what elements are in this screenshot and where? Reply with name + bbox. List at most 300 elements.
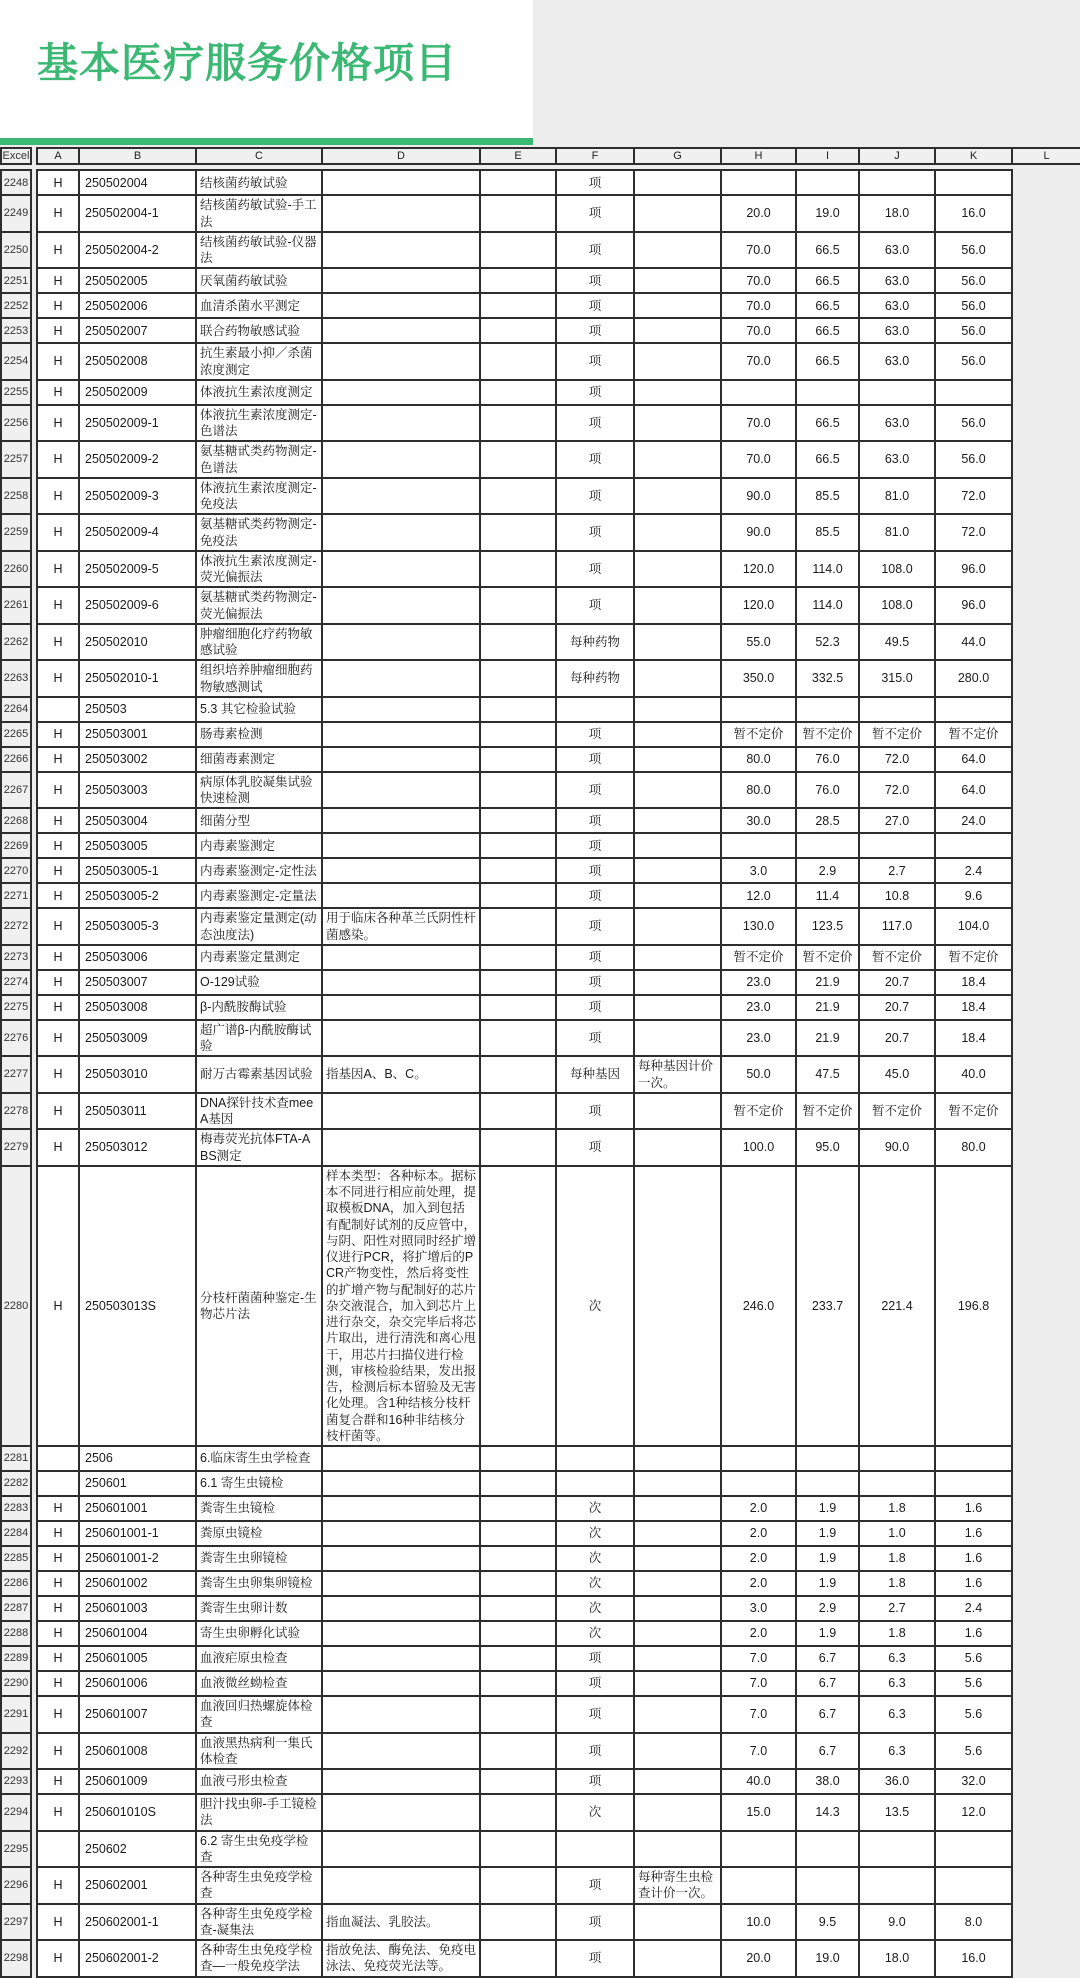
title-panel [0, 0, 533, 138]
column-header-a: A [37, 148, 79, 164]
cell-note [634, 722, 721, 747]
cell-description [322, 478, 480, 515]
cell-grade: H [37, 833, 79, 858]
cell-unit: 项 [556, 833, 634, 858]
cell-l [1012, 1093, 1080, 1130]
cell-price-i: 暂不定价 [796, 1093, 859, 1130]
cell-name: 内毒素鉴测定 [196, 833, 322, 858]
cell-price-h: 80.0 [721, 747, 796, 772]
column-header-g: G [634, 148, 721, 164]
cell-note [634, 380, 721, 405]
cell-l [1012, 1940, 1080, 1977]
cell-price-i: 暂不定价 [796, 945, 859, 970]
cell-description [322, 232, 480, 269]
cell-price-k: 16.0 [935, 195, 1012, 232]
cell-grade: H [37, 1093, 79, 1130]
cell-l [1012, 1596, 1080, 1621]
cell-note [634, 1831, 721, 1868]
cell-note [634, 232, 721, 269]
cell-note [634, 1696, 721, 1733]
cell-grade: H [37, 1769, 79, 1794]
cell-name: 5.3 其它检验试验 [196, 697, 322, 722]
cell-l [1012, 1471, 1080, 1496]
row-number: 2280 [1, 1166, 31, 1446]
cell-note [634, 697, 721, 722]
cell-description [322, 970, 480, 995]
cell-l [1012, 405, 1080, 442]
cell-price-k: 暂不定价 [935, 945, 1012, 970]
cell-price-k: 5.6 [935, 1646, 1012, 1671]
row-number: 2279 [1, 1129, 31, 1166]
cell-e [480, 1904, 556, 1941]
cell-description [322, 318, 480, 343]
cell-price-j: 暂不定价 [859, 945, 935, 970]
cell-grade: H [37, 1696, 79, 1733]
cell-unit: 项 [556, 587, 634, 624]
cell-l [1012, 1671, 1080, 1696]
cell-unit: 项 [556, 808, 634, 833]
cell-price-h: 120.0 [721, 551, 796, 588]
cell-price-j [859, 697, 935, 722]
cell-name: 内毒素鉴测定-定量法 [196, 883, 322, 908]
cell-name: 6.1 寄生虫镜检 [196, 1471, 322, 1496]
cell-l [1012, 945, 1080, 970]
cell-name: 厌氧菌药敏试验 [196, 268, 322, 293]
row-number: 2293 [1, 1769, 31, 1794]
cell-name: 肿瘤细胞化疗药物敏感试验 [196, 624, 322, 661]
cell-description [322, 1769, 480, 1794]
cell-price-k: 64.0 [935, 747, 1012, 772]
cell-name: 粪寄生虫镜检 [196, 1496, 322, 1521]
cell-description [322, 945, 480, 970]
cell-note [634, 883, 721, 908]
table-row [1, 1496, 1080, 1521]
cell-price-i [796, 1471, 859, 1496]
table-row [1, 1546, 1080, 1571]
cell-l [1012, 1521, 1080, 1546]
cell-unit [556, 1446, 634, 1471]
cell-grade: H [37, 380, 79, 405]
cell-grade: H [37, 1496, 79, 1521]
cell-price-j [859, 1831, 935, 1868]
cell-l [1012, 1496, 1080, 1521]
cell-price-j: 1.8 [859, 1571, 935, 1596]
cell-grade: H [37, 1546, 79, 1571]
cell-price-j: 1.8 [859, 1546, 935, 1571]
table-row [1, 624, 1080, 661]
row-number: 2262 [1, 624, 31, 661]
cell-code: 250502009-3 [79, 478, 196, 515]
cell-price-h: 70.0 [721, 405, 796, 442]
cell-price-h [721, 1446, 796, 1471]
row-number: 2253 [1, 318, 31, 343]
cell-code: 250502009-2 [79, 441, 196, 478]
cell-price-j: 63.0 [859, 232, 935, 269]
cell-name: 各种寄生虫免疫学检查—一般免疫学法 [196, 1940, 322, 1977]
cell-l [1012, 551, 1080, 588]
cell-grade: H [37, 1129, 79, 1166]
cell-e [480, 908, 556, 945]
table-row [1, 293, 1080, 318]
cell-grade: H [37, 1571, 79, 1596]
cell-description [322, 1471, 480, 1496]
cell-grade: H [37, 1056, 79, 1093]
cell-name: 内毒素鉴定量测定(动态浊度法) [196, 908, 322, 945]
cell-e [480, 1093, 556, 1130]
cell-e [480, 1571, 556, 1596]
row-number: 2295 [1, 1831, 31, 1868]
table-row [1, 1471, 1080, 1496]
cell-price-h: 20.0 [721, 1940, 796, 1977]
cell-code: 250503003 [79, 772, 196, 809]
table-row [1, 1733, 1080, 1770]
table-row [1, 833, 1080, 858]
cell-note [634, 772, 721, 809]
cell-price-h: 暂不定价 [721, 1093, 796, 1130]
cell-e [480, 551, 556, 588]
cell-grade: H [37, 624, 79, 661]
cell-name: 胆汁找虫卵-手工镜检法 [196, 1794, 322, 1831]
cell-code: 250502007 [79, 318, 196, 343]
cell-code: 250601001 [79, 1496, 196, 1521]
cell-e [480, 587, 556, 624]
cell-price-k [935, 380, 1012, 405]
cell-e [480, 970, 556, 995]
cell-note [634, 1129, 721, 1166]
cell-price-i: 9.5 [796, 1904, 859, 1941]
cell-description [322, 343, 480, 380]
cell-description [322, 1696, 480, 1733]
cell-name: 病原体乳胶凝集试验快速检测 [196, 772, 322, 809]
row-number: 2298 [1, 1940, 31, 1977]
row-number: 2265 [1, 722, 31, 747]
cell-description [322, 1521, 480, 1546]
cell-note [634, 1671, 721, 1696]
cell-price-j: 45.0 [859, 1056, 935, 1093]
table-row [1, 970, 1080, 995]
cell-unit: 项 [556, 478, 634, 515]
row-number: 2261 [1, 587, 31, 624]
cell-e [480, 1940, 556, 1977]
cell-price-i [796, 833, 859, 858]
cell-name: 粪寄生虫卵计数 [196, 1596, 322, 1621]
cell-e [480, 945, 556, 970]
row-number: 2268 [1, 808, 31, 833]
row-number: 2259 [1, 514, 31, 551]
cell-price-i: 6.7 [796, 1696, 859, 1733]
cell-e [480, 833, 556, 858]
cell-unit: 项 [556, 195, 634, 232]
cell-unit: 项 [556, 1733, 634, 1770]
cell-note [634, 1020, 721, 1057]
cell-price-k: 24.0 [935, 808, 1012, 833]
cell-unit: 项 [556, 343, 634, 380]
cell-price-h: 3.0 [721, 1596, 796, 1621]
cell-unit: 项 [556, 441, 634, 478]
cell-name: 血液回归热螺旋体检查 [196, 1696, 322, 1733]
cell-price-j: 81.0 [859, 478, 935, 515]
cell-note [634, 1794, 721, 1831]
cell-description [322, 1733, 480, 1770]
cell-price-h: 55.0 [721, 624, 796, 661]
cell-price-k: 56.0 [935, 318, 1012, 343]
cell-description [322, 722, 480, 747]
cell-code: 250503013S [79, 1166, 196, 1446]
cell-l [1012, 970, 1080, 995]
cell-price-j: 1.8 [859, 1621, 935, 1646]
cell-price-h: 20.0 [721, 195, 796, 232]
column-header-i: I [796, 148, 859, 164]
cell-grade: H [37, 514, 79, 551]
cell-price-k: 5.6 [935, 1671, 1012, 1696]
cell-price-k: 8.0 [935, 1904, 1012, 1941]
cell-unit: 项 [556, 858, 634, 883]
cell-price-k [935, 697, 1012, 722]
cell-price-k: 56.0 [935, 441, 1012, 478]
table-row [1, 908, 1080, 945]
cell-unit: 次 [556, 1571, 634, 1596]
cell-price-j: 81.0 [859, 514, 935, 551]
cell-price-k: 72.0 [935, 478, 1012, 515]
cell-name: 氨基糖甙类药物测定-色谱法 [196, 441, 322, 478]
cell-l [1012, 697, 1080, 722]
cell-price-k: 104.0 [935, 908, 1012, 945]
cell-e [480, 747, 556, 772]
cell-price-h: 40.0 [721, 1769, 796, 1794]
cell-unit: 项 [556, 293, 634, 318]
cell-description: 样本类型：各种标本。据标本不同进行相应前处理，提取模板DNA，加入到包括有配制好试剂的反应管中，与阴、阳性对照同时经扩增仪进行PCR，将扩增后的PCR产物变性，然后将变性的扩增产物与配制好的芯片杂交液混合，加入到芯片上进行杂交，杂交完毕后将芯片取出，进行清洗和离心甩干，用芯片扫描仪进行检测，审核检验结果，发出报告，检测后标本留验及无害化处理。含1种结核分枝杆菌复合群和16种非结核分枝杆菌等。 [322, 1166, 480, 1446]
cell-e [480, 232, 556, 269]
cell-price-k: 32.0 [935, 1769, 1012, 1794]
cell-description [322, 697, 480, 722]
cell-name: 结核菌药敏试验-仪器法 [196, 232, 322, 269]
cell-l [1012, 293, 1080, 318]
cell-price-j: 6.3 [859, 1696, 935, 1733]
table-row [1, 380, 1080, 405]
cell-grade: H [37, 883, 79, 908]
table-row [1, 808, 1080, 833]
cell-code: 250503012 [79, 1129, 196, 1166]
cell-description [322, 858, 480, 883]
cell-e [480, 883, 556, 908]
table-row [1, 268, 1080, 293]
cell-price-i: 66.5 [796, 232, 859, 269]
cell-price-j: 20.7 [859, 1020, 935, 1057]
row-number: 2276 [1, 1020, 31, 1057]
cell-unit: 项 [556, 722, 634, 747]
cell-price-j [859, 380, 935, 405]
cell-name: 血液弓形虫检查 [196, 1769, 322, 1794]
cell-price-k: 56.0 [935, 343, 1012, 380]
table-row [1, 660, 1080, 697]
cell-e [480, 808, 556, 833]
cell-price-j: 63.0 [859, 268, 935, 293]
cell-price-k: 96.0 [935, 587, 1012, 624]
cell-price-i: 6.7 [796, 1733, 859, 1770]
cell-name: 结核菌药敏试验-手工法 [196, 195, 322, 232]
cell-name: 6.2 寄生虫免疫学检查 [196, 1831, 322, 1868]
cell-grade: H [37, 1940, 79, 1977]
cell-price-k: 72.0 [935, 514, 1012, 551]
cell-price-h: 50.0 [721, 1056, 796, 1093]
cell-e [480, 1867, 556, 1904]
cell-description [322, 514, 480, 551]
cell-code: 250503005-1 [79, 858, 196, 883]
cell-price-i: 2.9 [796, 1596, 859, 1621]
cell-price-i: 21.9 [796, 1020, 859, 1057]
table-row [1, 1671, 1080, 1696]
cell-grade: H [37, 1794, 79, 1831]
cell-note [634, 293, 721, 318]
cell-code: 250601002 [79, 1571, 196, 1596]
cell-price-h: 2.0 [721, 1496, 796, 1521]
row-number: 2258 [1, 478, 31, 515]
cell-l [1012, 772, 1080, 809]
cell-l [1012, 1733, 1080, 1770]
cell-note [634, 858, 721, 883]
cell-unit: 项 [556, 1129, 634, 1166]
cell-note [634, 1166, 721, 1446]
cell-note [634, 660, 721, 697]
cell-price-i: 52.3 [796, 624, 859, 661]
cell-name: 粪原虫镜检 [196, 1521, 322, 1546]
cell-price-i: 66.5 [796, 343, 859, 380]
column-header-d: D [322, 148, 480, 164]
cell-price-h [721, 1867, 796, 1904]
row-number: 2275 [1, 995, 31, 1020]
cell-name: 粪寄生虫卵镜检 [196, 1546, 322, 1571]
cell-price-h: 2.0 [721, 1546, 796, 1571]
cell-e [480, 170, 556, 195]
cell-code: 250502005 [79, 268, 196, 293]
row-number: 2271 [1, 883, 31, 908]
cell-price-k [935, 1471, 1012, 1496]
column-header-e: E [480, 148, 556, 164]
cell-price-h: 7.0 [721, 1696, 796, 1733]
price-table [0, 147, 1080, 1978]
cell-price-h: 70.0 [721, 318, 796, 343]
cell-e [480, 1733, 556, 1770]
cell-note [634, 1496, 721, 1521]
cell-grade: H [37, 268, 79, 293]
cell-unit: 项 [556, 1904, 634, 1941]
cell-code: 250601005 [79, 1646, 196, 1671]
cell-price-h [721, 1831, 796, 1868]
cell-price-j: 63.0 [859, 293, 935, 318]
cell-e [480, 624, 556, 661]
cell-name: 6.临床寄生虫学检查 [196, 1446, 322, 1471]
cell-price-j: 63.0 [859, 318, 935, 343]
cell-description [322, 1571, 480, 1596]
row-number: 2294 [1, 1794, 31, 1831]
cell-price-k: 1.6 [935, 1571, 1012, 1596]
row-number: 2252 [1, 293, 31, 318]
cell-price-i: 1.9 [796, 1571, 859, 1596]
cell-price-k: 280.0 [935, 660, 1012, 697]
cell-l [1012, 1546, 1080, 1571]
cell-price-i: 6.7 [796, 1671, 859, 1696]
cell-note [634, 343, 721, 380]
cell-grade: H [37, 747, 79, 772]
cell-price-h: 90.0 [721, 478, 796, 515]
cell-grade: H [37, 1904, 79, 1941]
cell-price-k: 9.6 [935, 883, 1012, 908]
cell-price-i: 2.9 [796, 858, 859, 883]
row-number: 2249 [1, 195, 31, 232]
cell-code: 250503002 [79, 747, 196, 772]
cell-l [1012, 380, 1080, 405]
cell-price-i: 21.9 [796, 995, 859, 1020]
cell-price-k [935, 1446, 1012, 1471]
cell-unit: 项 [556, 747, 634, 772]
cell-l [1012, 833, 1080, 858]
cell-price-j: 2.7 [859, 1596, 935, 1621]
row-number: 2273 [1, 945, 31, 970]
table-row [1, 587, 1080, 624]
cell-price-h [721, 697, 796, 722]
cell-price-h: 2.0 [721, 1521, 796, 1546]
cell-unit: 项 [556, 1769, 634, 1794]
cell-l [1012, 1696, 1080, 1733]
cell-price-h: 7.0 [721, 1646, 796, 1671]
cell-name: 细菌分型 [196, 808, 322, 833]
cell-price-j: 1.0 [859, 1521, 935, 1546]
cell-description [322, 268, 480, 293]
cell-price-k: 18.4 [935, 995, 1012, 1020]
cell-name: 肠毒素检测 [196, 722, 322, 747]
cell-code: 250502008 [79, 343, 196, 380]
cell-name: β-内酰胺酶试验 [196, 995, 322, 1020]
cell-price-h: 暂不定价 [721, 722, 796, 747]
cell-code: 250601010S [79, 1794, 196, 1831]
cell-l [1012, 514, 1080, 551]
cell-description [322, 660, 480, 697]
title-underline [0, 138, 533, 145]
cell-note [634, 1446, 721, 1471]
cell-e [480, 1546, 556, 1571]
cell-price-h: 130.0 [721, 908, 796, 945]
table-row [1, 514, 1080, 551]
cell-grade: H [37, 1733, 79, 1770]
cell-price-h: 2.0 [721, 1621, 796, 1646]
cell-code: 250503005 [79, 833, 196, 858]
cell-price-k: 40.0 [935, 1056, 1012, 1093]
row-number: 2292 [1, 1733, 31, 1770]
cell-code: 250502009-6 [79, 587, 196, 624]
cell-e [480, 380, 556, 405]
cell-grade: H [37, 318, 79, 343]
cell-e [480, 660, 556, 697]
cell-unit: 项 [556, 1940, 634, 1977]
cell-grade: H [37, 170, 79, 195]
cell-note [634, 1571, 721, 1596]
cell-code: 250503011 [79, 1093, 196, 1130]
cell-price-h: 10.0 [721, 1904, 796, 1941]
cell-price-i: 47.5 [796, 1056, 859, 1093]
cell-price-h: 70.0 [721, 268, 796, 293]
cell-e [480, 1696, 556, 1733]
cell-unit: 项 [556, 514, 634, 551]
cell-price-j: 2.7 [859, 858, 935, 883]
cell-l [1012, 478, 1080, 515]
cell-unit: 项 [556, 1646, 634, 1671]
cell-price-h: 23.0 [721, 970, 796, 995]
cell-price-h: 246.0 [721, 1166, 796, 1446]
cell-code: 250503009 [79, 1020, 196, 1057]
cell-grade: H [37, 945, 79, 970]
cell-description: 指基因A、B、C。 [322, 1056, 480, 1093]
table-row [1, 1769, 1080, 1794]
